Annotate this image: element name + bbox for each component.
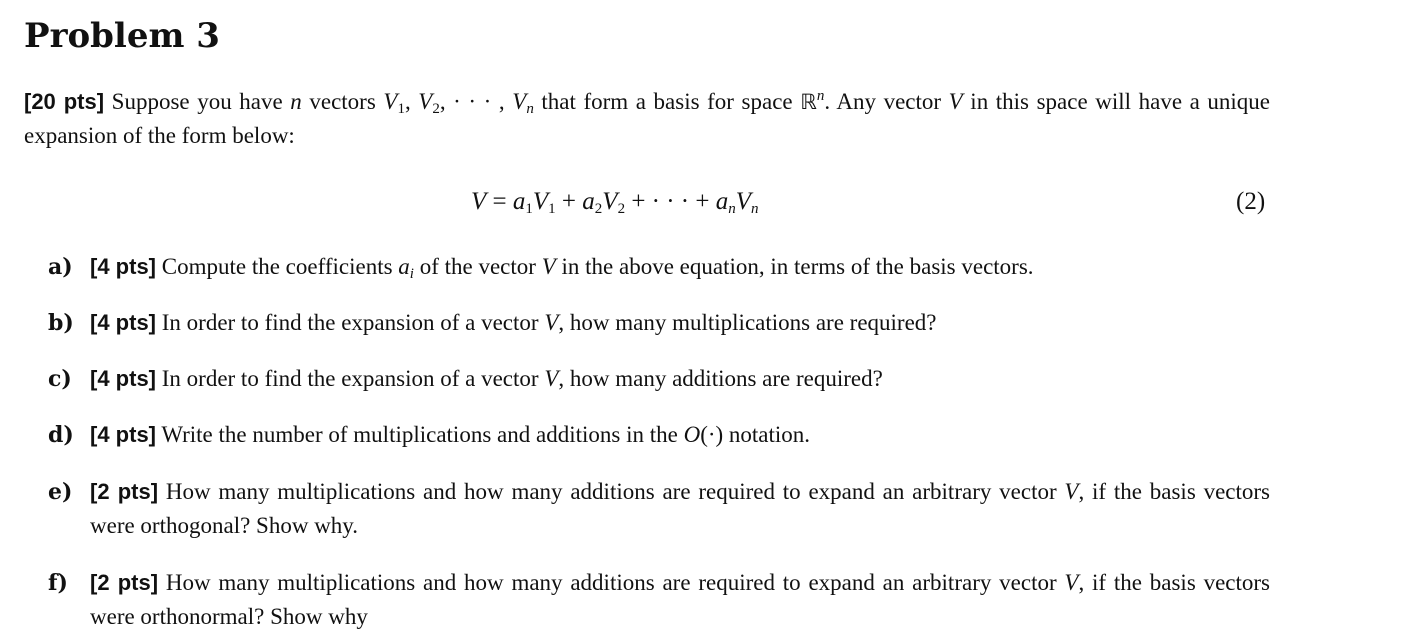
- item-d: d) [4 pts] Write the number of multiplications and additions in the O(·) notation.: [48, 418, 1270, 452]
- math-v: V: [544, 310, 559, 335]
- item-points: [2 pts]: [90, 479, 159, 504]
- math-v: V: [541, 254, 556, 279]
- item-f: f) [2 pts] How many multiplications and how many additions are required to expand an arbitrary vector V, if the basis vectors were orthonormal? Show why: [48, 566, 1270, 634]
- intro-text: Suppose you have: [104, 89, 291, 114]
- equation-number: (2): [1236, 188, 1266, 215]
- math-rn: ℝ$^n$: [800, 88, 825, 114]
- item-label: f): [48, 570, 68, 596]
- item-c: c) [4 pts] In order to find the expansion of a vector V, how many additions are required?: [48, 362, 1270, 396]
- math-v: V: [544, 366, 559, 391]
- equation-2: [0, 184, 1408, 220]
- intro-text: in this space will have a unique expansion of the form below:: [24, 89, 1271, 148]
- intro-text: ,: [404, 89, 419, 114]
- intro-dots: , · · · ,: [439, 89, 513, 114]
- math-v: V: [1064, 570, 1079, 595]
- math-v: V: [1064, 479, 1079, 504]
- intro-points: [20 pts]: [24, 89, 105, 114]
- intro-text: vectors: [301, 89, 384, 114]
- item-label: b): [48, 310, 74, 336]
- equation-body: $V = a_1V_1 + a_2V_2$ + · · · + $a_nV_n$: [471, 188, 759, 217]
- item-points: [4 pts]: [90, 310, 156, 335]
- math-v1: $V_1$: [383, 89, 405, 117]
- math-vn: $V_n$: [512, 89, 534, 117]
- item-label: a): [48, 254, 73, 280]
- item-points: [4 pts]: [90, 254, 156, 279]
- item-points: [2 pts]: [90, 570, 159, 595]
- intro-text: that form a basis for space: [533, 89, 801, 114]
- item-label: e): [48, 479, 73, 505]
- item-label: d): [48, 422, 74, 448]
- item-label: c): [48, 366, 72, 392]
- item-points: [4 pts]: [90, 366, 156, 391]
- intro-text: . Any vector: [824, 89, 949, 114]
- item-b: b) [4 pts] In order to find the expansion of a vector V, how many multiplications are required?: [48, 306, 1270, 340]
- math-n: n: [290, 89, 302, 114]
- item-points: [4 pts]: [90, 422, 156, 447]
- item-e: e) [2 pts] How many multiplications and how many additions are required to expand an arbitrary vector V, if the basis vectors were orthogonal? Show why.: [48, 475, 1270, 543]
- math-big-o: O(·): [683, 422, 724, 447]
- problem-title: Problem 3: [24, 16, 220, 56]
- math-ai: $a_i$: [398, 254, 414, 282]
- problem-intro: [24, 85, 1270, 153]
- math-v2: $V_2$: [418, 89, 440, 117]
- item-a: a) [4 pts] Compute the coefficients $a_i$ of the vector V in the above equation, in terms of the basis vectors.: [48, 250, 1270, 284]
- math-v: V: [948, 89, 963, 114]
